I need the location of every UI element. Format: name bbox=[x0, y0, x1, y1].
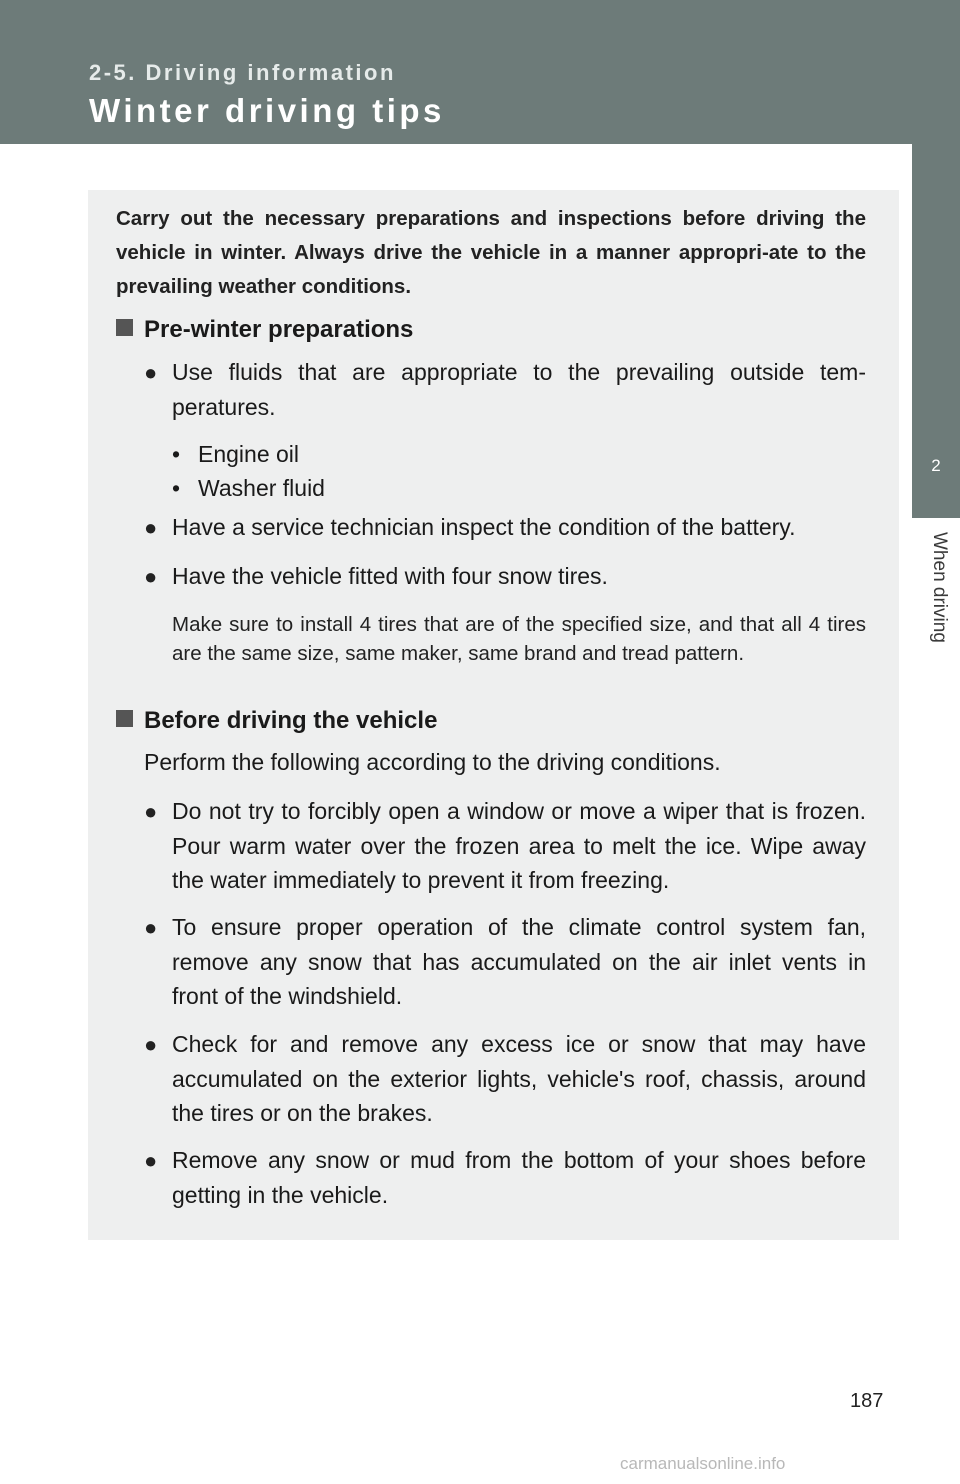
dot-bullet-icon: • bbox=[172, 441, 181, 467]
dot-bullet-icon: • bbox=[172, 475, 181, 501]
circle-bullet-icon: ● bbox=[144, 915, 158, 940]
bullet-shoes bbox=[144, 1143, 866, 1212]
heading-text: Before driving the vehicle bbox=[144, 707, 438, 734]
side-tab-number: 2 bbox=[912, 414, 960, 518]
circle-bullet-icon: ● bbox=[144, 1032, 158, 1057]
heading-text: Pre-winter preparations bbox=[144, 316, 414, 343]
bullet-text: To ensure proper operation of the climate control system fan, remove any snow that has accumulated on the air inlet vents in front of the windshield. bbox=[172, 914, 866, 1009]
square-bullet-icon bbox=[116, 710, 133, 727]
sub-item-engine-oil bbox=[172, 437, 299, 471]
bullet-air-inlet bbox=[144, 910, 866, 1013]
bullet-frozen-window bbox=[144, 794, 866, 897]
sub-item-text: Engine oil bbox=[198, 441, 300, 467]
bullet-text: Have the vehicle fitted with four snow tires. bbox=[172, 563, 608, 589]
circle-bullet-icon: ● bbox=[144, 799, 158, 824]
circle-bullet-icon: ● bbox=[144, 360, 158, 385]
page-number: 187 bbox=[850, 1390, 884, 1412]
bullet-text: Do not try to forcibly open a window or move a wiper that is frozen. Pour warm water over the frozen area to melt the ice. Wipe away the water immediately to prevent it from freezing. bbox=[172, 798, 866, 893]
circle-bullet-icon: ● bbox=[144, 1148, 158, 1173]
circle-bullet-icon: ● bbox=[144, 564, 158, 589]
before-driving-intro: Perform the following according to the driving conditions. bbox=[144, 749, 721, 775]
side-tab-bar bbox=[912, 144, 960, 414]
sub-item-washer-fluid bbox=[172, 471, 325, 505]
bullet-fluids bbox=[144, 355, 866, 424]
circle-bullet-icon: ● bbox=[144, 515, 158, 540]
square-bullet-icon bbox=[116, 319, 133, 336]
bullet-excess-ice bbox=[144, 1027, 866, 1130]
bullet-text: Check for and remove any excess ice or snow that may have accumulated on the exterior lights, vehicle's roof, chassis, around the tires or on the brakes. bbox=[172, 1031, 866, 1126]
watermark: carmanualsonline.info bbox=[620, 1454, 786, 1473]
intro-paragraph: Carry out the necessary preparations and inspections before driving the vehicle in winter. Always drive the vehicle in a manner appropri-ate to the prevailing weather conditions. bbox=[116, 207, 866, 298]
bullet-battery bbox=[144, 510, 866, 545]
bullet-text: Use fluids that are appropriate to the prevailing outside tem-peratures. bbox=[172, 359, 866, 420]
page-title: Winter driving tips bbox=[89, 92, 445, 129]
heading-before-driving bbox=[116, 707, 437, 735]
heading-pre-winter bbox=[116, 316, 413, 344]
bullet-text: Remove any snow or mud from the bottom of your shoes before getting in the vehicle. bbox=[172, 1147, 866, 1208]
side-tab-label: When driving bbox=[929, 532, 950, 643]
section-label: 2-5. Driving information bbox=[89, 60, 396, 85]
sub-item-text: Washer fluid bbox=[198, 475, 325, 501]
bullet-text: Have a service technician inspect the condition of the battery. bbox=[172, 514, 796, 540]
tires-note: Make sure to install 4 tires that are of the specified size, and that all 4 tires are the same size, same maker, same brand and tread pattern. bbox=[172, 613, 866, 665]
bullet-snow-tires bbox=[144, 559, 866, 594]
